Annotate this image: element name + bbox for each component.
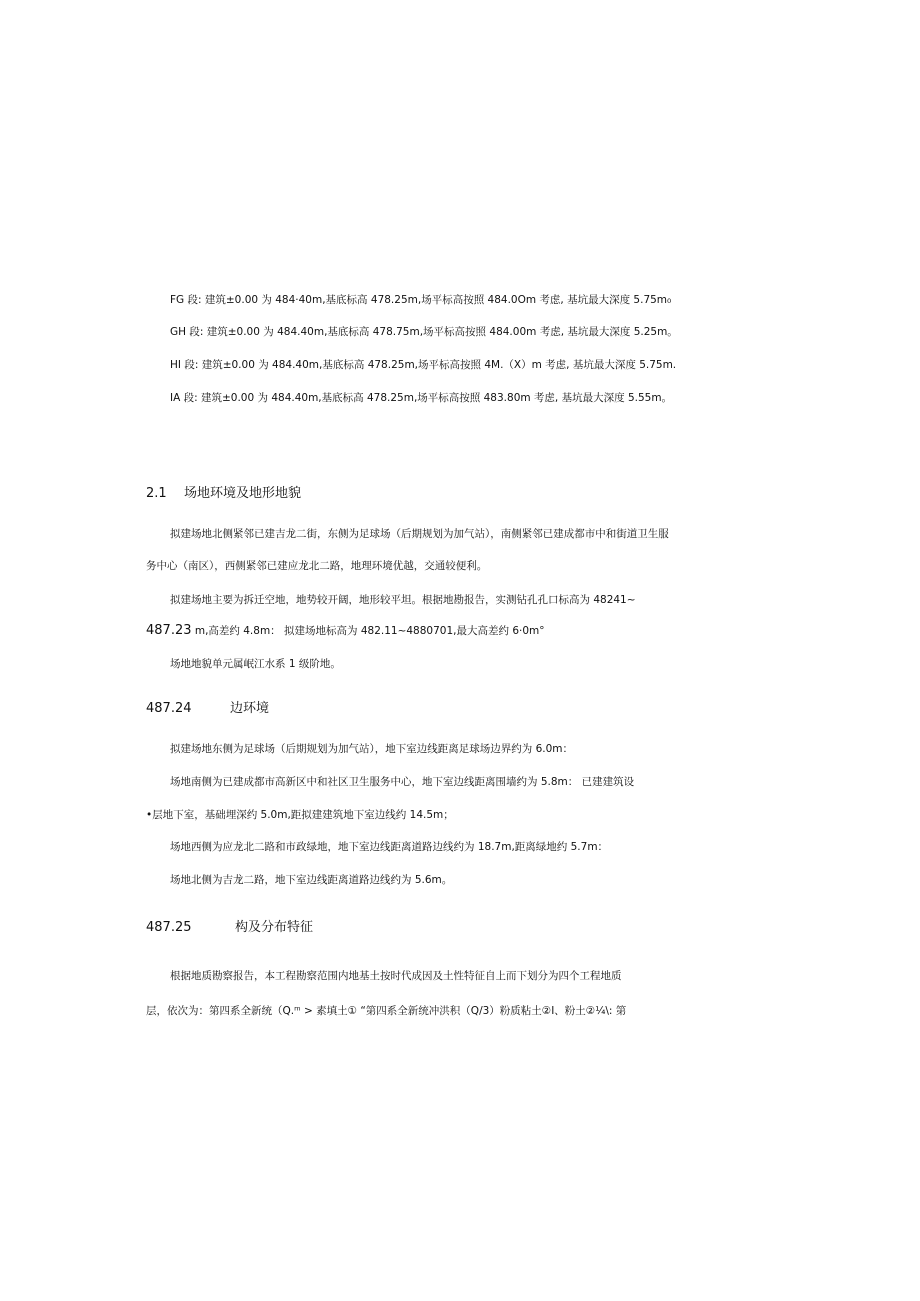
section-heading-environment <box>146 486 301 502</box>
paragraph-line: 场地南侧为已建成都市高新区中和社区卫生服务中心，地下室边线距离围墙约为 5.8m： 已建建筑设 <box>170 776 635 788</box>
section-title: 构及分布特征 <box>235 920 314 935</box>
section-heading-structure <box>146 920 313 936</box>
paragraph-line: 场地地貌单元属岷江水系 1 级阶地。 <box>170 658 341 670</box>
section-number: 487.25 <box>146 920 192 935</box>
segment-ia: IA 段: 建筑±0.00 为 484.40m,基底标高 478.25m,场平标高按照 483.80m 考虑, 基坑最大深度 5.55m。 <box>170 392 673 404</box>
section-heading-surroundings <box>146 701 269 717</box>
paragraph-line: 拟建场地主要为拆迁空地，地势较开阔，地形较平坦。根据地勘报告，实测钻孔孔口标高为 48241~ <box>170 594 636 606</box>
paragraph-text: m,高差约 4.8m： 拟建场地标高为 482.11~4880701,最大高差约 6·0m° <box>191 625 545 637</box>
elevation-number: 487.23 <box>146 623 192 638</box>
paragraph-line: 拟建场地北侧紧邻已建吉龙二街，东侧为足球场（后期规划为加气站），南侧紧邻已建成都市中和街道卫生服 <box>170 528 669 540</box>
section-number: 2.1 <box>146 486 167 501</box>
section-title: 场地环境及地形地貌 <box>184 486 302 501</box>
segment-gh: GH 段: 建筑±0.00 为 484.40m,基底标高 478.75m,场平标高按照 484.00m 考虑, 基坑最大深度 5.25m。 <box>170 326 678 338</box>
paragraph-line: 层，依次为：第四系全新统（Q.ᵐ > 素填土① “第四系全新统冲洪积（Q/3）粉质粘土②I、粉土②¼\: 第 <box>146 1005 627 1017</box>
paragraph-line: 场地北侧为吉龙二路，地下室边线距离道路边线约为 5.6m。 <box>170 874 453 886</box>
segment-hi: HI 段: 建筑±0.00 为 484.40m,基底标高 478.25m,场平标高按照 4M.（X）m 考虑, 基坑最大深度 5.75m. <box>170 359 677 371</box>
paragraph-line: 拟建场地东侧为足球场（后期规划为加气站），地下室边线距离足球场边界约为 6.0m： <box>170 743 574 755</box>
paragraph-line <box>146 624 545 638</box>
paragraph-line: 务中心（南区），西侧紧邻已建应龙北二路，地理环境优越，交通较便利。 <box>146 560 488 572</box>
paragraph-line: 场地西侧为应龙北二路和市政绿地，地下室边线距离道路边线约为 18.7m,距离绿地约 5.7m： <box>170 841 609 853</box>
paragraph-line: •层地下室，基础埋深约 5.0m,距拟建建筑地下室边线约 14.5m； <box>146 809 454 821</box>
segment-fg: FG 段: 建筑±0.00 为 484·40m,基底标高 478.25m,场平标高按照 484.0Om 考虑, 基坑最大深度 5.75m₀ <box>170 294 672 306</box>
paragraph-line: 根据地质勘察报告，本工程勘察范围内地基土按时代成因及土性特征自上而下划分为四个工程地质 <box>170 970 622 982</box>
section-number: 487.24 <box>146 701 192 716</box>
section-title: 边环境 <box>230 701 270 716</box>
